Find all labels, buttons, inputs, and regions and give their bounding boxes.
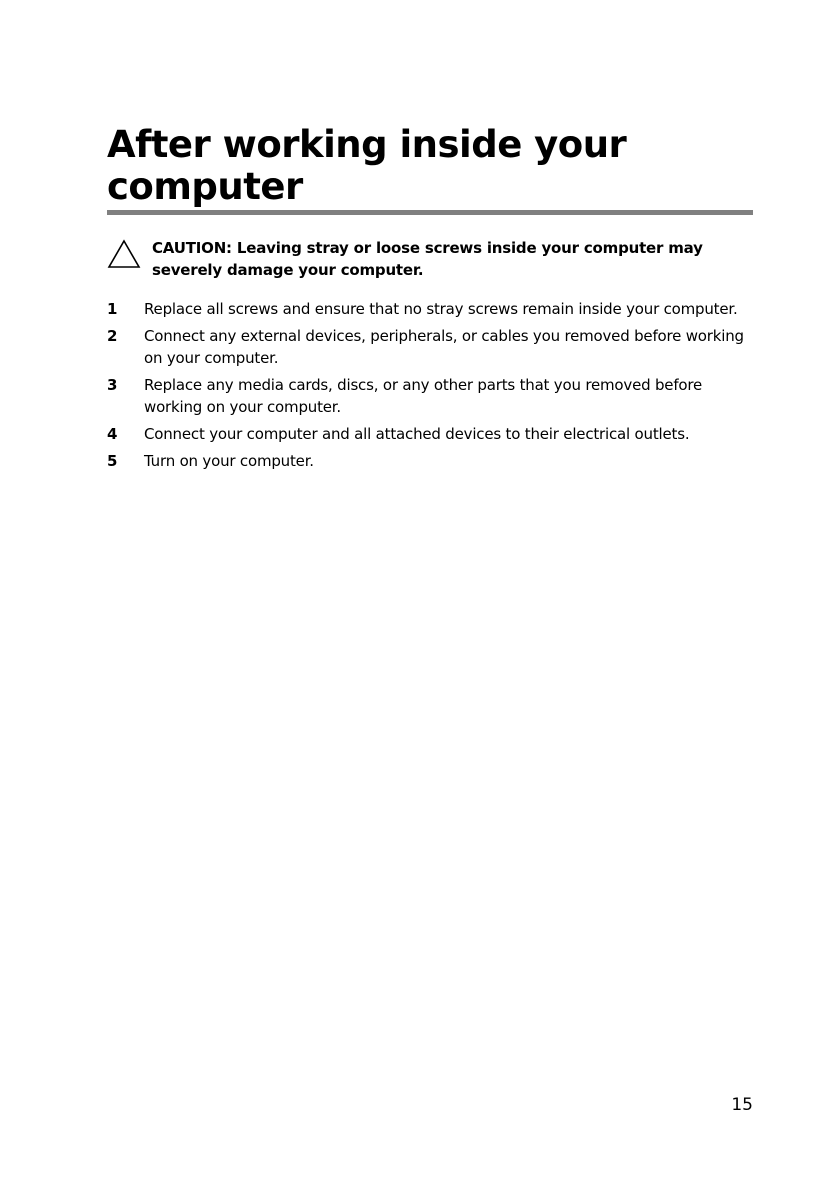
page-number: 15: [731, 1095, 753, 1115]
step-text: Turn on your computer.: [144, 452, 314, 470]
caution-text: CAUTION: Leaving stray or loose screws inside your computer may severely damage your computer.: [152, 239, 703, 279]
step-number: 4: [107, 425, 118, 443]
page-title: After working inside your computer: [107, 123, 627, 208]
step-text: Replace all screws and ensure that no stray screws remain inside your computer.: [144, 300, 738, 318]
step-item: [107, 450, 753, 472]
step-item: [107, 374, 753, 418]
step-text: Replace any media cards, discs, or any other parts that you removed before working on your computer.: [144, 376, 703, 416]
step-text: Connect your computer and all attached devices to their electrical outlets.: [144, 425, 690, 443]
step-item: [107, 423, 753, 445]
title-divider: [107, 210, 753, 215]
caution-triangle-icon: [107, 239, 141, 269]
step-number: 2: [107, 327, 118, 345]
step-number: 1: [107, 300, 118, 318]
step-item: [107, 325, 753, 369]
step-number: 3: [107, 376, 118, 394]
step-item: [107, 298, 753, 320]
step-number: 5: [107, 452, 118, 470]
steps-list: [107, 298, 753, 477]
step-text: Connect any external devices, peripherals, or cables you removed before working on your computer.: [144, 327, 744, 367]
